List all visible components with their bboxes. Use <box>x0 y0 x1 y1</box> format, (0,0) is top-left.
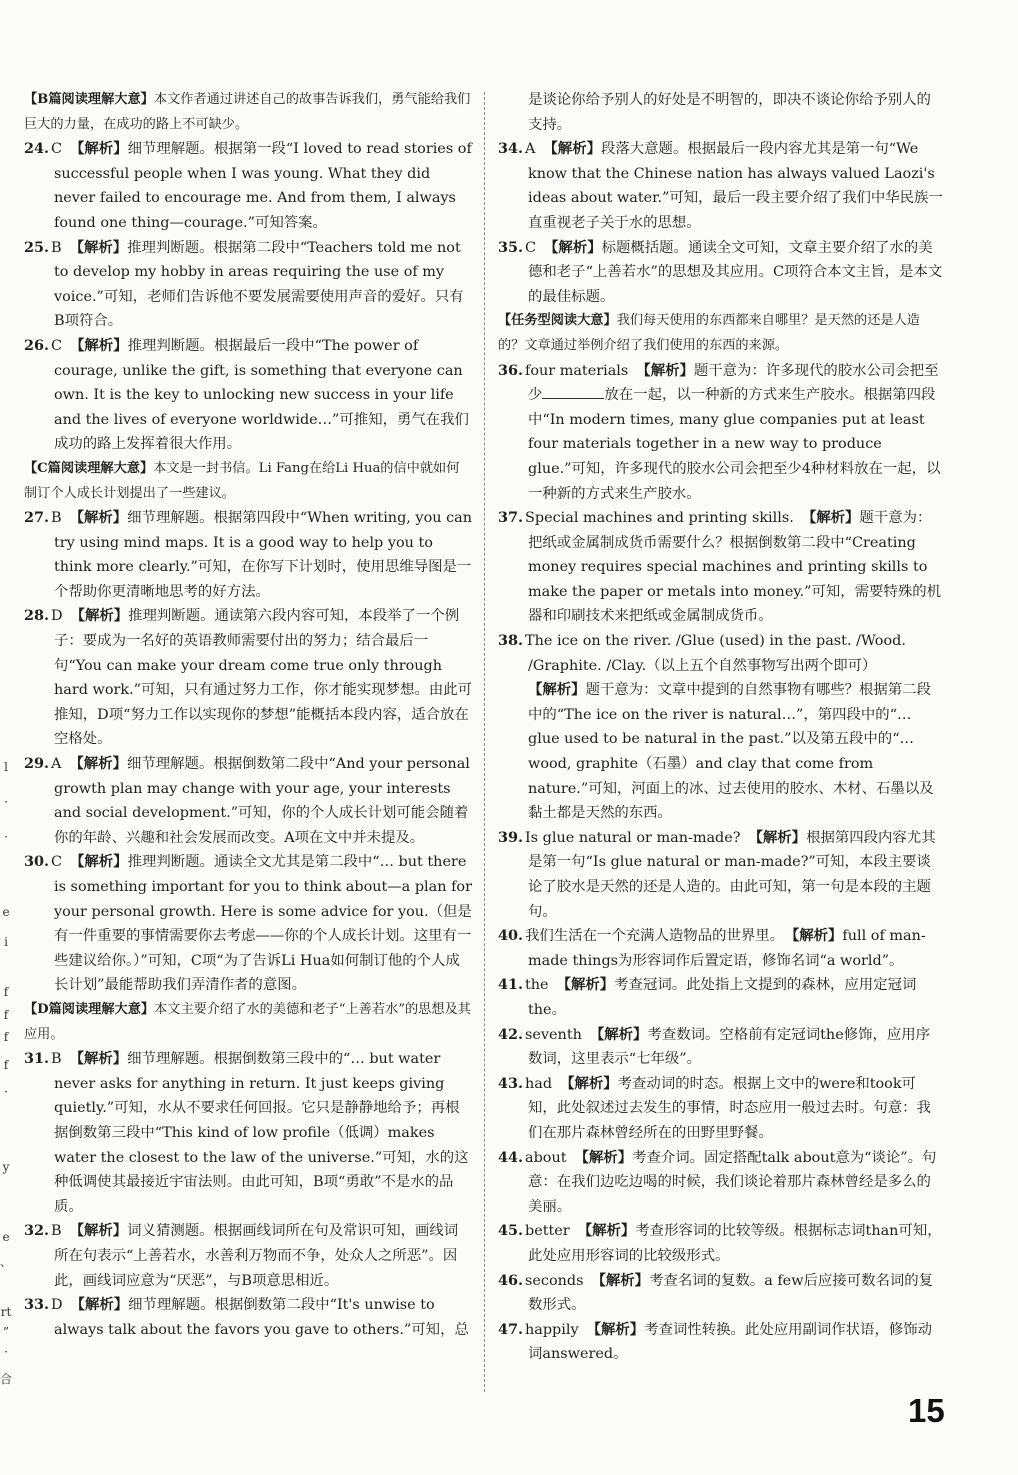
explanation-text: 题干意为：许多现代的胶水公司会把至少 <box>528 362 939 404</box>
explanation-text: 细节理解题。根据第一段“I loved to read stories of successful people when I was young. What they did never failed to encourage me. And from them, I always found one thing—courage.”可知答案。 <box>54 141 472 231</box>
left-column <box>24 88 472 1342</box>
analysis-tag: 【解析】 <box>556 976 615 994</box>
explanation-text: 词义猜测题。根据画线词所在句及常识可知，画线词所在句表示“上善若水，水善利万物而不争，处众人之所恶”。因此，画线词应意为“厌恶”，与B项意思相近。 <box>54 1223 459 1289</box>
question-number: 40. <box>498 927 524 945</box>
question-number: 26. <box>24 336 50 354</box>
question-number: 34. <box>498 140 524 158</box>
answer-item <box>498 359 944 507</box>
answer-key: seventh <box>525 1026 582 1043</box>
answer-item <box>24 1293 472 1342</box>
analysis-tag: 【解析】 <box>69 238 128 256</box>
answer-item <box>24 604 472 752</box>
summary-heading: 【B篇阅读理解大意】 <box>24 92 154 107</box>
explanation-text: 考查冠词。此处指上文提到的森林，应用定冠词the。 <box>528 977 917 1018</box>
summary-heading: 【D篇阅读理解大意】 <box>24 1001 155 1017</box>
answer-key: Is glue natural or man-made? <box>525 829 741 846</box>
answer-key: happily <box>525 1321 579 1338</box>
answer-key: C <box>51 141 63 158</box>
analysis-tag: 【解析】 <box>801 509 860 527</box>
summary-text: 本文作者通过讲述自己的故事告诉我们，勇气能给我们巨大的力量，在成功的路上不可缺少。 <box>24 92 471 132</box>
answer-item <box>498 1219 944 1268</box>
analysis-tag: 【解析】 <box>574 1148 633 1166</box>
page-number: 15 <box>908 1392 945 1429</box>
analysis-tag: 【解析】 <box>70 1296 129 1314</box>
answer-key: B <box>51 239 62 256</box>
answer-key: better <box>525 1223 570 1240</box>
answer-key: C <box>51 854 63 871</box>
margin-fragment: · <box>4 795 8 809</box>
analysis-tag: 【解析】 <box>70 140 128 158</box>
answer-item <box>24 236 472 334</box>
explanation-text: full of man-made things为形容词作后置定语，修饰名词“a world”。 <box>528 928 926 969</box>
margin-fragment: 合 <box>0 1372 13 1386</box>
analysis-tag: 【解析】 <box>70 607 129 625</box>
question-number: 36. <box>498 361 524 379</box>
answer-item <box>498 1023 944 1072</box>
answer-item <box>498 236 944 310</box>
summary-heading: 【C篇阅读理解大意】 <box>24 460 154 476</box>
answer-key: A <box>51 756 62 773</box>
answer-key: the <box>525 977 549 994</box>
explanation-text: 题干意为：把纸或金属制成货币需要什么？根据倒数第二段中“Creating money requires special machines and printing skills to make the paper or metals into money.”可知，需要特殊的机器和印刷技术来把纸或金属制成货币。 <box>528 510 942 625</box>
answer-key: seconds <box>525 1272 584 1289</box>
analysis-tag: 【解析】 <box>70 853 128 871</box>
answer-item <box>24 1219 472 1293</box>
question-number: 37. <box>498 509 524 527</box>
margin-fragment: y <box>2 1160 10 1174</box>
margin-fragment: i <box>4 935 8 949</box>
answer-item <box>24 1047 472 1219</box>
margin-fragment: l <box>4 760 8 774</box>
summary-text: 本文是一封书信。Li Fang在给Li Hua的信中就如何制订个人成长计划提出了一些建议。 <box>24 460 460 501</box>
answer-item <box>498 1269 944 1318</box>
explanation-text: 细节理解题。根据倒数第三段中的“… but water never asks for anything in return. It just keeps giving quietly.”可知，水从不要求任何回报。它只是静静地给予；再根据倒数第三段中“This kind of low profile（低调）makes water the closest to the law of the universe.”可知，水的这种低调使其最接近宇宙法则。由此可知，B项“勇敢”不是水的品质。 <box>54 1051 469 1215</box>
analysis-tag: 【解析】 <box>586 1320 645 1338</box>
analysis-tag: 【解析】 <box>69 509 128 527</box>
question-number: 47. <box>498 1320 524 1338</box>
answer-key: had <box>525 1075 553 1092</box>
summary-text: 本文主要介绍了水的美德和老子“上善若水”的思想及其应用。 <box>24 1001 471 1042</box>
question-number: 39. <box>498 828 524 846</box>
question-number: 32. <box>24 1222 50 1240</box>
analysis-tag: 【解析】 <box>577 1222 636 1240</box>
answer-key: four materials <box>525 362 629 379</box>
analysis-tag: 【解析】 <box>748 828 807 846</box>
answer-key: B <box>51 1051 62 1068</box>
answer-item <box>24 850 472 998</box>
question-number: 25. <box>24 238 50 256</box>
answer-item <box>24 137 472 235</box>
question-number: 43. <box>498 1074 524 1092</box>
question-number: 33. <box>24 1296 50 1314</box>
explanation-text: 考查数词。空格前有定冠词the修饰，应用序数词，这里表示“七年级”。 <box>528 1026 931 1068</box>
explanation-text: 细节理解题。根据第四段中“When writing, you can try using mind maps. It is a good way to help you to think more clearly.”可知，在你写下计划时，使用思维导图是一个帮助你更清晰地思考的好方法。 <box>54 510 472 600</box>
passage-summary <box>24 88 472 137</box>
passage-summary <box>24 457 472 506</box>
margin-fragment: 、 <box>0 1255 13 1269</box>
question-number: 46. <box>498 1271 524 1289</box>
margin-fragment: f <box>3 985 9 999</box>
answer-item <box>498 506 944 629</box>
continued-text: 是谈论你给予别人的好处是不明智的，即决不谈论你给予别人的支持。 <box>528 92 931 133</box>
answer-key: Special machines and printing skills. <box>525 510 794 527</box>
answer-item <box>498 973 944 1022</box>
question-number: 41. <box>498 976 524 994</box>
margin-fragment: · <box>4 830 8 844</box>
margin-fragment: ” <box>2 1325 10 1339</box>
right-column <box>498 88 944 1367</box>
analysis-tag: 【解析】 <box>528 681 586 699</box>
answer-key: D <box>51 608 63 625</box>
margin-fragment: f <box>3 1008 9 1022</box>
explanation-text: 放在一起，以一种新的方式来生产胶水。根据第四段中“In modern times, many glue companies put at least four materials together in a new way to produce glue.”可知，许多现代的胶水公司会把至少4种材料放在一起，以一种新的方式来生产胶水。 <box>528 387 941 502</box>
margin-fragment: f <box>3 1058 9 1072</box>
answer-item <box>498 629 944 826</box>
answer-item <box>498 826 944 924</box>
question-number: 30. <box>24 853 50 871</box>
margin-fragment: · <box>4 1345 8 1359</box>
explanation-text: 推理判断题。根据最后一段中“The power of courage, unlike the gift, is something that everyone can own. It is the key to unlocking new success in your life and the lives of everyone worldwide…”可推知，勇气在我们成功的路上发挥着很大作用。 <box>54 337 469 453</box>
answer-item <box>498 137 944 235</box>
question-number: 27. <box>24 509 50 527</box>
explanation-text: 细节理解题。根据倒数第二段中“And your personal growth plan may change with your age, your interests and social development.”可知，你的个人成长计划可能会随着你的年龄、兴趣和社会发展而改变。A项在文中并未提及。 <box>54 756 470 846</box>
analysis-tag: 【解析】 <box>544 238 602 256</box>
margin-fragment: f <box>3 1030 9 1044</box>
analysis-tag: 【解析】 <box>591 1271 650 1289</box>
question-number: 24. <box>24 140 50 158</box>
explanation-text: 标题概括题。通读全文可知，文章主要介绍了水的美德和老子“上善若水”的思想及其应用。C项符合本文主旨，是本文的最佳标题。 <box>528 239 943 305</box>
answer-key: The ice on the river. /Glue (used) in the past. /Wood. /Graphite. /Clay.（以上五个自然事物写出两个即可） <box>525 633 906 674</box>
answer-key: 我们生活在一个充满人造物品的世界里。 <box>525 928 785 945</box>
explanation-text: 细节理解题。根据倒数第二段中“It's unwise to always talk about the favors you gave to others.”可知，总 <box>54 1297 469 1338</box>
analysis-tag: 【解析】 <box>560 1074 618 1092</box>
analysis-tag: 【解析】 <box>69 1222 128 1240</box>
answer-item <box>498 924 944 973</box>
answer-item <box>24 752 472 850</box>
explanation-text: 考查词性转换。此处应用副词作状语，修饰动词answered。 <box>528 1321 933 1363</box>
answer-key: D <box>51 1297 63 1314</box>
answer-key: A <box>525 141 536 158</box>
explanation-text: 题干意为：文章中提到的自然事物有哪些？根据第二段中的“The ice on the river is natural…”，第四段中的“… glue used to be natural in the past.”以及第五段中的“… wood, graphite（石墨）and clay that come from nature.”可知，河面上的冰、过去使用的胶水、木材、石墨以及黏土都是天然的东西。 <box>528 682 934 822</box>
question-number: 45. <box>498 1222 524 1240</box>
analysis-tag: 【解析】 <box>636 361 694 379</box>
margin-fragment: rt <box>0 1305 12 1319</box>
summary-text: 我们每天使用的东西都来自哪里？是天然的还是人造的？文章通过举例介绍了我们使用的东西的来源。 <box>498 313 920 353</box>
answer-key: C <box>525 239 537 256</box>
analysis-tag: 【解析】 <box>70 336 128 354</box>
analysis-tag: 【解析】 <box>792 927 843 945</box>
answer-key: about <box>525 1149 567 1166</box>
question-number: 31. <box>24 1050 50 1068</box>
analysis-tag: 【解析】 <box>543 140 601 158</box>
answer-blank <box>542 384 604 399</box>
explanation-text: 考查名词的复数。a few后应接可数名词的复数形式。 <box>528 1272 934 1314</box>
explanation-text: 考查形容词的比较等级。根据标志词than可知，此处应用形容词的比较级形式。 <box>528 1223 942 1264</box>
question-number: 38. <box>498 632 524 650</box>
answer-item <box>24 506 472 604</box>
analysis-tag: 【解析】 <box>69 1050 128 1068</box>
explanation-text: 推理判断题。根据第二段中“Teachers told me not to develop my hobby in areas requiring the use of my voice.”可知，老师们告诉他不要发展需要使用声音的爱好。只有B项符合。 <box>54 239 464 330</box>
answer-item <box>498 1146 944 1220</box>
explanation-text: 推理判断题。通读全文尤其是第二段中“… but there is something important for you to think about—a plan for your personal growth. Here is some advice for you.（但是有一件重要的事情需要你去考虑——你的个人成长计划。这里有一些建议给你。）”可知，C项“为了告诉Li Hua如何制订他的个人成长计划”最能帮助我们弄清作者的意图。 <box>54 854 472 994</box>
explanation-text: 段落大意题。根据最后一段内容尤其是第一句“We know that the Chinese nation has always valued Laozi's ideas about water.”可知，最后一段主要介绍了我们中华民族一直重视老子关于水的思想。 <box>528 141 943 231</box>
question-number: 35. <box>498 238 524 256</box>
summary-heading: 【任务型阅读大意】 <box>498 313 617 329</box>
explanation-text: 考查动词的时态。根据上文中的were和took可知，此处叙述过去发生的事情，时态应用一般过去时。句意：我们在那片森林曾经所在的田野里野餐。 <box>528 1075 931 1141</box>
passage-summary <box>24 998 472 1047</box>
explanation-text: 考查介词。固定搭配talk about意为“谈论”。句意：在我们边吃边喝的时候，我们谈论着那片森林曾经是多么的美丽。 <box>528 1149 937 1215</box>
explanation-text: 根据第四段内容尤其是第一句“Is glue natural or man-made?”可知，本段主要谈论了胶水是天然的还是人造的。由此可知，第一句是本段的主题句。 <box>528 829 936 920</box>
answer-item <box>498 1072 944 1146</box>
question-number: 28. <box>24 607 50 625</box>
question-number: 29. <box>24 755 50 773</box>
explanation-text: 推理判断题。通读第六段内容可知，本段举了一个例子：要成为一名好的英语教师需要付出的努力；结合最后一句“You can make your dream come true only through hard work.”可知，只有通过努力工作，你才能实现梦想。由此可推知，D项“努力工作以实现你的梦想”能概括本段内容，适合放在空格处。 <box>54 608 473 748</box>
analysis-tag: 【解析】 <box>589 1025 648 1043</box>
answer-item <box>24 334 472 457</box>
question-number: 44. <box>498 1148 524 1166</box>
answer-item <box>498 1318 944 1367</box>
margin-fragment: · <box>4 1085 8 1099</box>
column-divider <box>484 92 485 1392</box>
answer-key: B <box>51 510 62 527</box>
answer-key: C <box>51 337 63 354</box>
passage-summary <box>498 309 944 358</box>
margin-fragment: e <box>2 905 10 919</box>
answer-key: B <box>51 1223 62 1240</box>
analysis-tag: 【解析】 <box>69 755 127 773</box>
question-number: 42. <box>498 1025 524 1043</box>
margin-fragment: e <box>2 1230 10 1244</box>
